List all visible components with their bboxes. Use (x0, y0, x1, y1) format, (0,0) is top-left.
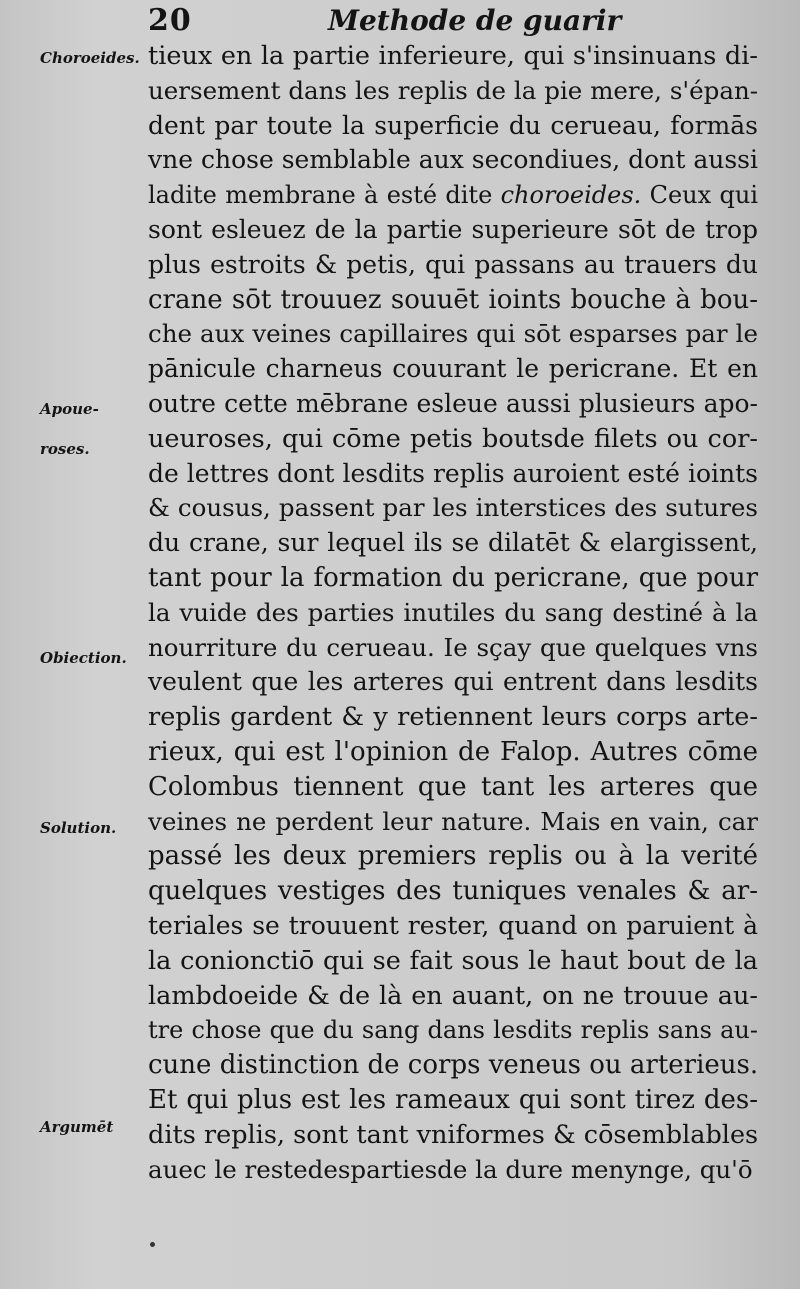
text-line: teriales se trouuent rester, quand on paruient à (148, 910, 758, 940)
text-line: tant pour la formation du pericrane, que pour (148, 562, 758, 593)
text-line: dent par toute la superficie du cerueau, formās (148, 110, 758, 140)
text-line: lambdoeide & de là en auant, on ne trouue au- (148, 980, 758, 1011)
italic-term: choroeides. (500, 181, 642, 210)
text-line: Et qui plus est les rameaux qui sont tirez des- (148, 1084, 758, 1115)
text-line: dits replis, sont tant vniformes & cōsemblables (148, 1119, 759, 1150)
margin-note-objection: Obiection. (40, 649, 127, 667)
running-head (0, 4, 800, 40)
text-line-mixed (148, 178, 758, 213)
text-line: du crane, sur lequel ils se dilatēt & elargissent, (148, 528, 758, 558)
text-segment: Ceux qui (641, 181, 758, 210)
text-line: outre cette mēbrane esleue aussi plusieurs apo- (148, 388, 758, 418)
margin-note-choroeides: Choroeides. (40, 49, 140, 67)
text-line: la vuide des parties inutiles du sang destiné à la (148, 597, 758, 627)
body-text (148, 39, 758, 1187)
text-line: sont esleuez de la partie superieure sōt de trop (148, 214, 758, 244)
margin-note-apoueroses-1: Apoue- (40, 400, 99, 418)
text-line: cune distinction de corps veneus ou arterieus. (148, 1050, 759, 1081)
text-line: che aux veines capillaires qui sōt esparses par le (148, 319, 758, 349)
page-number: 20 (148, 3, 192, 38)
text-line: passé les deux premiers replis ou à la verité (148, 841, 758, 872)
text-line: & cousus, passent par les interstices des sutures (148, 493, 758, 523)
text-line: crane sōt trouuez souuēt ioints bouche à bou- (148, 284, 758, 315)
text-line: veulent que les arteres qui entrent dans lesdits (148, 667, 758, 697)
text-line: nourriture du cerueau. Ie sçay que quelques vns (148, 632, 758, 662)
text-line: pānicule charneus couurant le pericrane. Et en (148, 354, 758, 384)
running-title: Methode de guarir (328, 4, 622, 37)
text-line: ueuroses, qui cōme petis boutsde filets ou cor- (148, 423, 758, 454)
text-line: de lettres dont lesdits replis auroient esté ioints (148, 458, 758, 488)
text-line: tre chose que du sang dans lesdits replis sans au- (148, 1016, 758, 1045)
ink-dot (150, 1242, 155, 1247)
text-line: veines ne perdent leur nature. Mais en vain, car (148, 806, 758, 836)
text-line: auec le restedespartiesde la dure menynge, qu'ō (148, 1154, 753, 1184)
text-line: rieux, qui est l'opinion de Falop. Autres cōme (148, 736, 758, 767)
text-line: quelques vestiges des tuniques venales & ar- (148, 876, 758, 907)
margin-note-apoueroses-2: roses. (40, 440, 90, 458)
text-line: plus estroits & petis, qui passans au trauers du (148, 249, 758, 279)
text-line: tieux en la partie inferieure, qui s'insinuans di- (148, 41, 758, 71)
margin-note-argument: Argumēt (40, 1118, 114, 1136)
text-line: la conionctiō qui se fait sous le haut bout de la (148, 945, 758, 976)
text-segment: ladite membrane à esté dite (148, 181, 501, 210)
text-line: vne chose semblable aux secondiues, dont aussi (148, 145, 758, 175)
text-line: uersement dans les replis de la pie mere, s'épan- (148, 75, 758, 105)
margin-note-solution: Solution. (40, 819, 117, 837)
text-line: Colombus tiennent que tant les arteres que (148, 771, 758, 802)
text-line: replis gardent & y retiennent leurs corps arte- (148, 702, 758, 733)
